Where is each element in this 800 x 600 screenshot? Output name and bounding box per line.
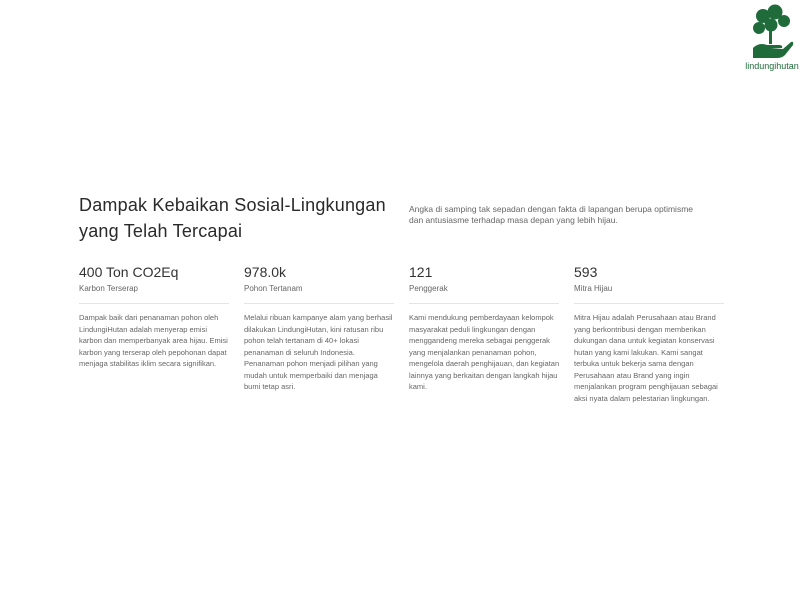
stat-value: 978.0k <box>244 264 287 280</box>
stat-label: Karbon Terserap <box>79 284 138 293</box>
stat-movers <box>409 263 574 404</box>
divider <box>574 303 724 304</box>
brand-name: lindungihutan <box>745 61 799 71</box>
stat-description: Kami mendukung pemberdayaan kelompok masyarakat peduli lingkungan dengan menggandeng mereka sebagai penggerak yang menjalankan penanaman pohon, mengelola daerah penghijauan, dan kegiatan lainnya yang berkaitan dengan langkah hijau kami. <box>409 313 560 391</box>
section-intro: Angka di samping tak sepadan dengan fakta di lapangan berupa optimisme dan antusiasme terhadap masa depan yang lebih hijau. <box>409 204 693 225</box>
section-heading: Dampak Kebaikan Sosial-Lingkungan yang Telah Tercapai <box>79 195 386 241</box>
stat-description: Melalui ribuan kampanye alam yang berhasil dilakukan LindungiHutan, kini ratusan ribu pohon telah tertanam di 40+ lokasi penanaman di seluruh Indonesia. Penanaman pohon menjadi pilihan yang mudah untuk memperbaiki dan menjaga bumi tetap asri. <box>244 313 393 391</box>
stat-trees <box>244 263 409 404</box>
impact-section <box>79 192 739 244</box>
stat-carbon <box>79 263 244 404</box>
impact-stats <box>79 263 739 404</box>
stat-label: Penggerak <box>409 284 448 293</box>
divider <box>409 303 559 304</box>
divider <box>79 303 229 304</box>
divider <box>244 303 394 304</box>
stat-description: Dampak baik dari penanaman pohon oleh LindungiHutan adalah menyerap emisi karbon dan memperbanyak area hijau. Emisi karbon yang terserap oleh pepohonan dapat menjaga stabilitas iklim secara signifikan. <box>79 313 228 368</box>
brand-logo[interactable] <box>744 4 800 71</box>
stat-partners <box>574 263 739 404</box>
stat-description: Mitra Hijau adalah Perusahaan atau Brand yang berkontribusi dengan memberikan dukungan dana untuk kegiatan konservasi hutan yang kami lakukan. Kami sangat terbuka untuk bekerja sama dengan Perusahaan atau Brand yang ingin menjalankan program penghijauan sebagai aksi nyata dalam pelestarian lingkungan. <box>574 313 718 403</box>
stat-value: 400 Ton CO2Eq <box>79 264 179 280</box>
tree-hand-icon <box>744 4 800 60</box>
stat-label: Pohon Tertanam <box>244 284 303 293</box>
stat-value: 121 <box>409 264 433 280</box>
stat-label: Mitra Hijau <box>574 284 613 293</box>
stat-value: 593 <box>574 264 598 280</box>
